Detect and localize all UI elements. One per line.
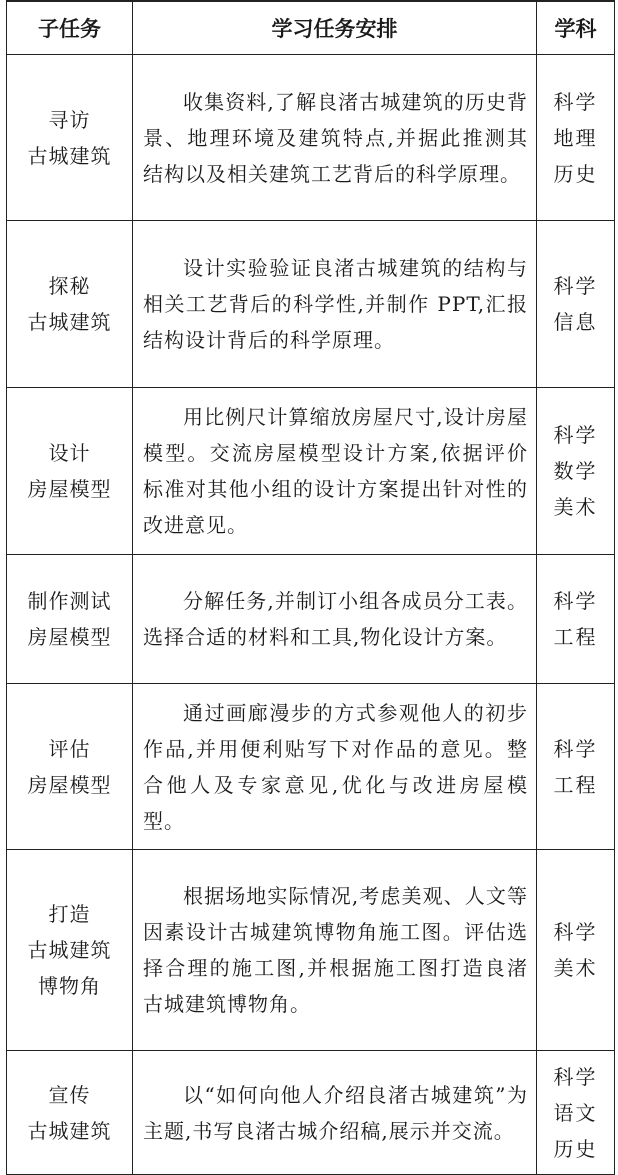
subtask-line: 寻访 <box>48 107 91 132</box>
table-row <box>7 55 615 221</box>
subject-label: 工程 <box>553 772 598 797</box>
subject-label: 科学 <box>553 736 598 761</box>
subtask-line: 房屋模型 <box>27 477 112 501</box>
subtask-cell <box>7 850 133 1051</box>
subject-label: 语文 <box>553 1100 598 1125</box>
subject-label: 历史 <box>553 161 598 186</box>
subject-cell <box>537 555 615 684</box>
arrangement-cell <box>133 1051 537 1175</box>
subject-cell <box>537 1051 615 1175</box>
subject-label: 地理 <box>553 125 598 150</box>
subject-label: 科学 <box>553 920 598 944</box>
subtask-line: 打造 <box>48 902 91 926</box>
subject-label: 信息 <box>553 310 598 334</box>
subtask-line: 房屋模型 <box>27 772 112 797</box>
arrangement-cell <box>133 850 537 1051</box>
table-row <box>7 1051 615 1175</box>
arrangement-text: 以“如何向他人介绍良渚古城建筑”为主题,书写良渚古城介绍稿,展示并交流。 <box>143 1082 528 1143</box>
table-row <box>7 850 615 1051</box>
subtask-cell <box>7 1051 133 1175</box>
arrangement-cell <box>133 221 537 388</box>
arrangement-text: 设计实验验证良渚古城建筑的结构与相关工艺背后的科学性,并制作 PPT,汇报结构设计背后的科学原理。 <box>143 256 528 352</box>
subtask-line: 房屋模型 <box>27 625 112 649</box>
table-row <box>7 388 615 555</box>
subtask-line: 博物角 <box>38 974 101 998</box>
arrangement-text: 收集资料,了解良渚古城建筑的历史背景、地理环境及建筑特点,并据此推测其结构以及相关建筑工艺背后的科学原理。 <box>143 89 528 186</box>
arrangement-cell <box>133 388 537 555</box>
subject-label: 工程 <box>553 625 598 649</box>
subtask-cell <box>7 684 133 850</box>
header-subject: 学科 <box>537 1 615 55</box>
subtask-cell <box>7 221 133 388</box>
table-header-row <box>7 1 615 55</box>
arrangement-cell <box>133 684 537 850</box>
subject-label: 美术 <box>553 495 598 519</box>
subject-label: 数学 <box>553 459 598 483</box>
subtask-line: 宣传 <box>48 1082 91 1107</box>
subject-label: 科学 <box>553 274 598 298</box>
subject-label: 历史 <box>553 1136 598 1161</box>
subtask-line: 评估 <box>48 736 91 761</box>
subject-label: 科学 <box>553 423 598 447</box>
subject-cell <box>537 221 615 388</box>
arrangement-cell <box>133 555 537 684</box>
subtask-line: 古城建筑 <box>27 1118 112 1143</box>
subtask-line: 探秘 <box>48 274 91 298</box>
subject-cell <box>537 684 615 850</box>
arrangement-text: 分解任务,并制订小组各成员分工表。选择合适的材料和工具,物化设计方案。 <box>143 589 528 649</box>
arrangement-text: 根据场地实际情况,考虑美观、人文等因素设计古城建筑博物角施工图。评估选择合理的施工图,并根据施工图打造良渚古城建筑博物角。 <box>143 884 528 1016</box>
subject-cell <box>537 55 615 221</box>
subject-label: 科学 <box>553 1064 598 1089</box>
subtask-line: 古城建筑 <box>27 143 112 168</box>
subtask-cell <box>7 388 133 555</box>
subject-label: 科学 <box>553 89 598 114</box>
subtask-cell <box>7 555 133 684</box>
arrangement-cell <box>133 55 537 221</box>
table-row <box>7 684 615 850</box>
subject-label: 美术 <box>553 956 598 980</box>
subject-label: 科学 <box>553 589 598 613</box>
header-subtask: 子任务 <box>7 1 133 55</box>
subtask-line: 古城建筑 <box>27 310 112 334</box>
task-table <box>6 0 615 1175</box>
subtask-cell <box>7 55 133 221</box>
subject-cell <box>537 850 615 1051</box>
table-row <box>7 221 615 388</box>
header-arrangement: 学习任务安排 <box>133 1 537 55</box>
subtask-line: 设计 <box>48 441 91 465</box>
subject-cell <box>537 388 615 555</box>
subtask-line: 制作测试 <box>27 589 112 613</box>
table-row <box>7 555 615 684</box>
arrangement-text: 用比例尺计算缩放房屋尺寸,设计房屋模型。交流房屋模型设计方案,依据评价标准对其他小组的设计方案提出针对性的改进意见。 <box>143 405 528 537</box>
arrangement-text: 通过画廊漫步的方式参观他人的初步作品,并用便利贴写下对作品的意见。整合他人及专家意见,优化与改进房屋模型。 <box>143 700 528 833</box>
subtask-line: 古城建筑 <box>27 938 112 962</box>
